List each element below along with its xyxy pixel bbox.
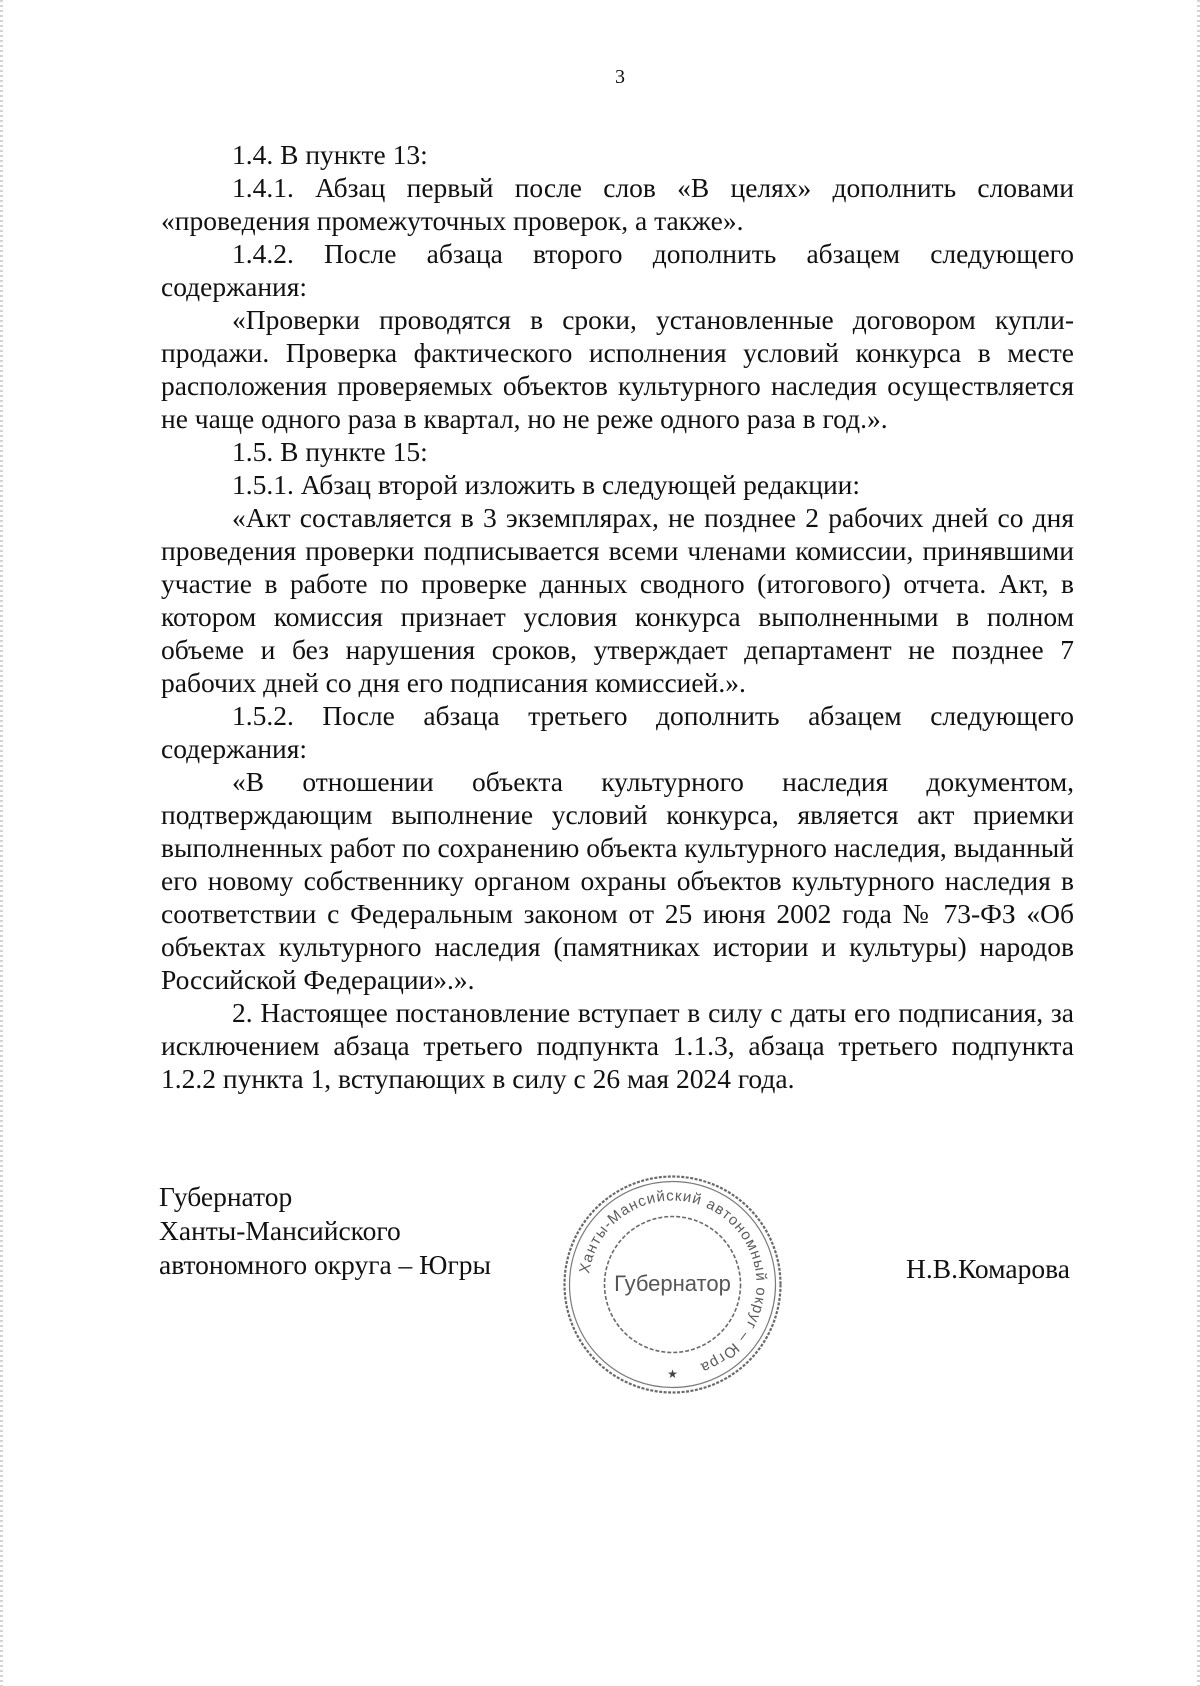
paragraph-1-5-2: 1.5.2. После абзаца третьего дополнить абзацем следующего содержания: — [161, 700, 1074, 764]
paragraph-quote-heritage: «В отношении объекта культурного наследия документом, подтверждающим выполнение условий конкурса, является акт приемки выполненных работ по сохранению объекта культурного наследия, выданный его новому собственнику органом охраны объектов культурного наследия в соответствии с Федеральным законом от 25 июня 2002 года № 73-ФЗ «Об объектах культурного наследия (памятниках истории и культуры) народов Российской Федерации».». — [161, 766, 1074, 995]
signature-title-line-1: Губернатор — [159, 1181, 293, 1212]
paragraph-1-4-2: 1.4.2. После абзаца второго дополнить абзацем следующего содержания: — [161, 238, 1074, 302]
page-number: 3 — [615, 66, 625, 88]
paragraph-1-4: 1.4. В пункте 13: — [232, 139, 428, 170]
signature-title-line-2: Ханты-Мансийского — [159, 1215, 401, 1246]
scan-edge-left — [0, 0, 3, 1686]
signer-name: Н.В.Комарова — [906, 1253, 1070, 1284]
paragraph-quote-inspections: «Проверки проводятся в сроки, установленные договором купли-продажи. Проверка фактического исполнения условий конкурса в месте расположения проверяемых объектов культурного наследия осуществляется не чаще одного раза в квартал, но не реже одного раза в год.». — [161, 304, 1074, 434]
document-body — [161, 138, 1074, 1095]
signature-title — [159, 1180, 491, 1282]
paragraph-1-4-1: 1.4.1. Абзац первый после слов «В целях» дополнить словами «проведения промежуточных проверок, а также». — [161, 172, 1074, 236]
paragraph-1-5-1: 1.5.1. Абзац второй изложить в следующей редакции: — [232, 469, 861, 500]
paragraph-quote-act: «Акт составляется в 3 экземплярах, не позднее 2 рабочих дней со дня проведения проверки подписывается всеми членами комиссии, принявшими участие в работе по проверке данных сводного (итогового) отчета. Акт, в котором комиссия признает условия конкурса выполненными в полном объеме и без нарушения сроков, утверждает департамент не позднее 7 рабочих дней со дня его подписания комиссией.». — [161, 502, 1074, 698]
seal-center-text: Губернатор — [614, 1271, 731, 1296]
paragraph-1-5: 1.5. В пункте 15: — [232, 436, 428, 467]
seal-ring-text: Ханты-Мансийский автономный округ – Югра — [576, 1187, 770, 1377]
signature-title-line-3: автономного округа – Югры — [159, 1249, 491, 1280]
paragraph-2-effective: 2. Настоящее постановление вступает в силу с даты его подписания, за исключением абзаца третьего подпункта 1.1.3, абзаца третьего подпункта 1.2.2 пункта 1, вступающих в силу с 26 мая 2024 года. — [161, 997, 1074, 1094]
official-seal — [560, 1172, 785, 1397]
seal-star-icon: ★ — [667, 1367, 678, 1381]
